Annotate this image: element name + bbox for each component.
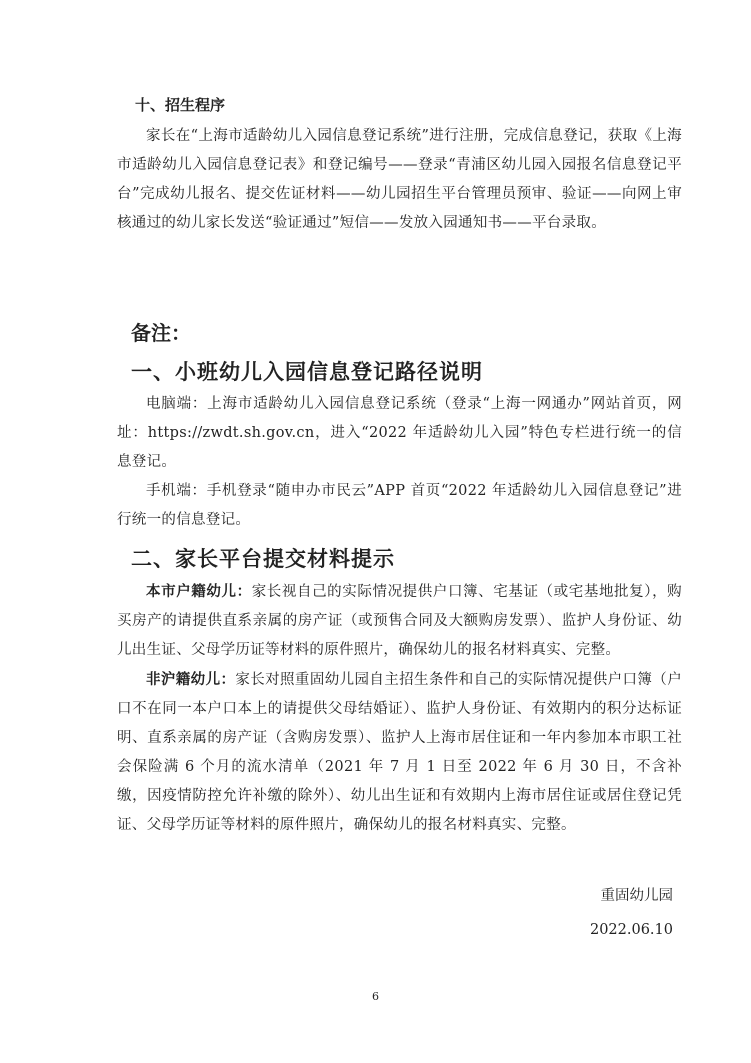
pc-instructions: 电脑端：上海市适龄幼儿入园信息登记系统（登录“上海一网通办”网站首页，网址：https://zwdt.sh.gov.cn，进入“2022 年适龄幼儿入园”特色专栏进行统一的信息登记。 bbox=[117, 396, 682, 470]
part2-heading: 二、家长平台提交材料提示 bbox=[131, 547, 395, 571]
nonlocal-child-label: 非沪籍幼儿： bbox=[146, 671, 236, 688]
nonlocal-child-text: 家长对照重固幼儿园自主招生条件和自己的实际情况提供户口簿（户口不在同一本户口本上的请提供父母结婚证）、监护人身份证、有效期内的积分达标证明、直系亲属的房产证（含购房发票）、监护人上海市居住证和一年内参加本市职工社会保险满 6 个月的流水清单（2021 年 7 月 1 日至 2022 年 6 月 30 日，不含补缴，因疫情防控允许补缴的除外）、幼儿出生证和有效期内上海市居住证或居住登记凭证、父母学历证等材料的原件照片，确保幼儿的报名材料真实、完整。 bbox=[117, 672, 682, 833]
local-child-paragraph bbox=[117, 577, 682, 665]
page-number: 6 bbox=[372, 990, 379, 1003]
notes-heading: 备注： bbox=[131, 321, 191, 345]
notes-section bbox=[117, 318, 682, 840]
signature-org: 重固幼儿园 bbox=[600, 888, 673, 904]
local-child-label: 本市户籍幼儿： bbox=[146, 583, 252, 600]
mobile-instructions: 手机端：手机登录“随申办市民云”APP 首页“2022 年适龄幼儿入园信息登记”进行统一的信息登记。 bbox=[117, 483, 682, 528]
signature-date: 2022.06.10 bbox=[589, 922, 673, 938]
nonlocal-child-paragraph bbox=[117, 665, 682, 840]
procedure-paragraph: 家长在“上海市适龄幼儿入园信息登记系统”进行注册，完成信息登记，获取《上海市适龄幼儿入园信息登记表》和登记编号——登录“青浦区幼儿园入园报名信息登记平台”完成幼儿报名、提交佐证材料——幼儿园招生平台管理员预审、验证——向网上审核通过的幼儿家长发送“验证通过”短信——发放入园通知书——平台录取。 bbox=[117, 128, 682, 231]
local-child-text: 家长视自己的实际情况提供户口簿、宅基证（或宅基地批复），购买房产的请提供直系亲属的房产证（或预售合同及大额购房发票）、监护人身份证、幼儿出生证、父母学历证等材料的原件照片，确保幼儿的报名材料真实、完整。 bbox=[117, 584, 682, 658]
part1-heading: 一、小班幼儿入园信息登记路径说明 bbox=[131, 360, 483, 384]
signature-block bbox=[590, 883, 673, 943]
section-heading: 十、招生程序 bbox=[135, 96, 226, 114]
section-enrollment-procedure bbox=[117, 92, 682, 238]
